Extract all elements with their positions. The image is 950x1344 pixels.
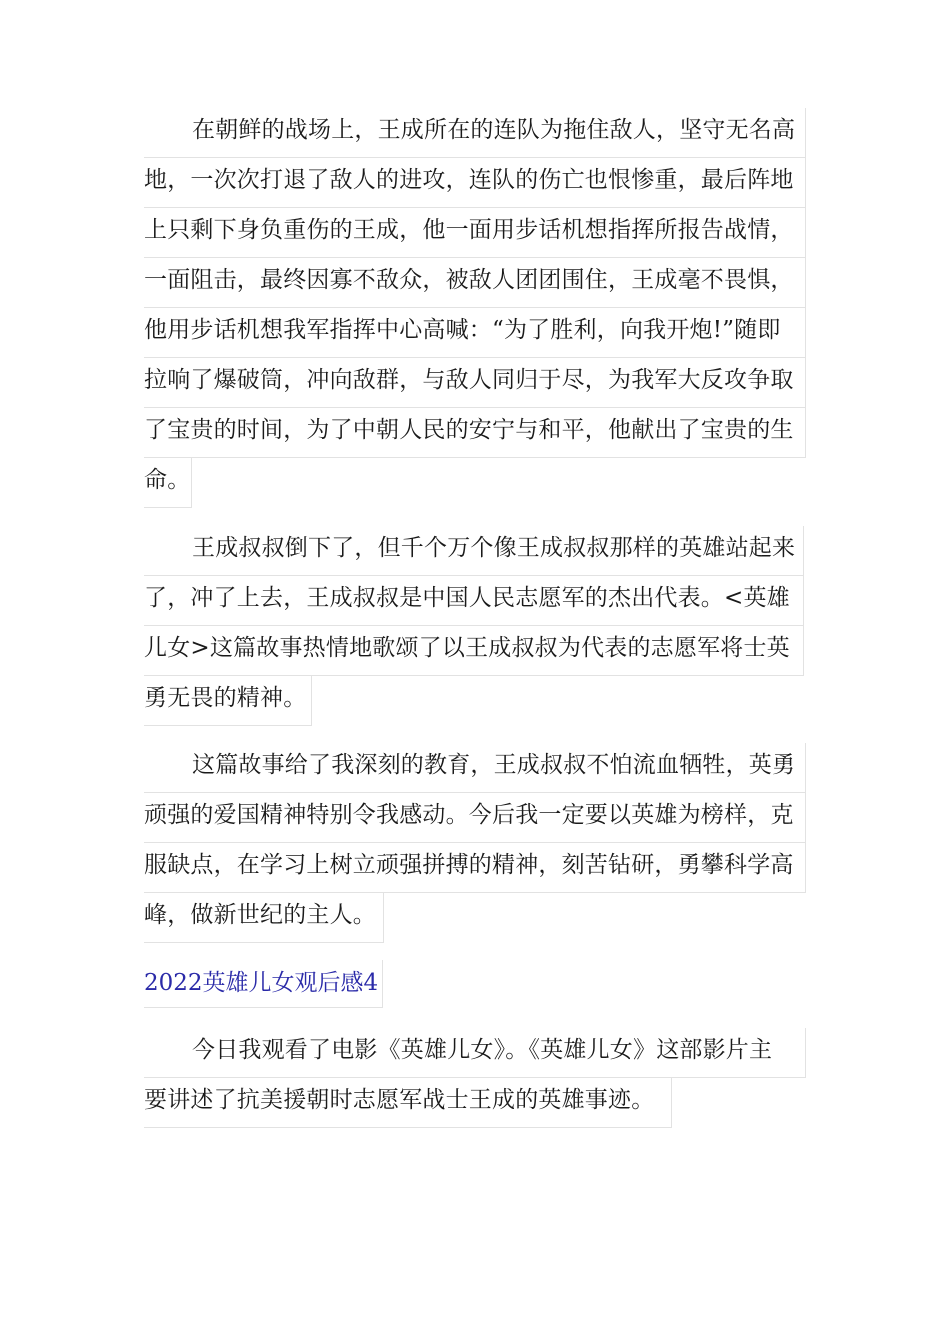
text-line: 一面阻击，最终因寡不敌众，被敌人团团围住，王成毫不畏惧， xyxy=(144,258,806,308)
text-line: 顽强的爱国精神特别令我感动。今后我一定要以英雄为榜样，克 xyxy=(144,793,806,843)
text-line: 王成叔叔倒下了，但千个万个像王成叔叔那样的英雄站起来 xyxy=(144,526,804,576)
paragraph-2 xyxy=(144,526,804,726)
section-heading: 2022英雄儿女观后感4 xyxy=(144,960,383,1008)
text-line: 峰，做新世纪的主人。 xyxy=(144,893,384,943)
text-line: 上只剩下身负重伤的王成，他一面用步话机想指挥所报告战情， xyxy=(144,208,806,258)
text-line: 地，一次次打退了敌人的进攻，连队的伤亡也恨惨重，最后阵地 xyxy=(144,158,806,208)
text-line: 了，冲了上去，王成叔叔是中国人民志愿军的杰出代表。<英雄 xyxy=(144,576,804,626)
text-line: 了宝贵的时间，为了中朝人民的安宁与和平，他献出了宝贵的生 xyxy=(144,408,806,458)
text-line: 拉响了爆破筒，冲向敌群，与敌人同归于尽，为我军大反攻争取 xyxy=(144,358,806,408)
paragraph-1 xyxy=(144,108,806,508)
text-line: 这篇故事给了我深刻的教育，王成叔叔不怕流血牺牲，英勇 xyxy=(144,743,806,793)
text-line: 服缺点，在学习上树立顽强拼搏的精神，刻苦钻研，勇攀科学高 xyxy=(144,843,806,893)
text-line: 儿女>这篇故事热情地歌颂了以王成叔叔为代表的志愿军将士英 xyxy=(144,626,804,676)
text-line: 今日我观看了电影《英雄儿女》。《英雄儿女》这部影片主 xyxy=(144,1028,806,1078)
text-line: 命。 xyxy=(144,458,192,508)
text-line: 他用步话机想我军指挥中心高喊：“为了胜利，向我开炮!”随即 xyxy=(144,308,806,358)
paragraph-4 xyxy=(144,1028,806,1128)
paragraph-3 xyxy=(144,743,806,943)
text-line: 要讲述了抗美援朝时志愿军战士王成的英雄事迹。 xyxy=(144,1078,672,1128)
text-line: 在朝鲜的战场上，王成所在的连队为拖住敌人，坚守无名高 xyxy=(144,108,806,158)
text-line: 勇无畏的精神。 xyxy=(144,676,312,726)
